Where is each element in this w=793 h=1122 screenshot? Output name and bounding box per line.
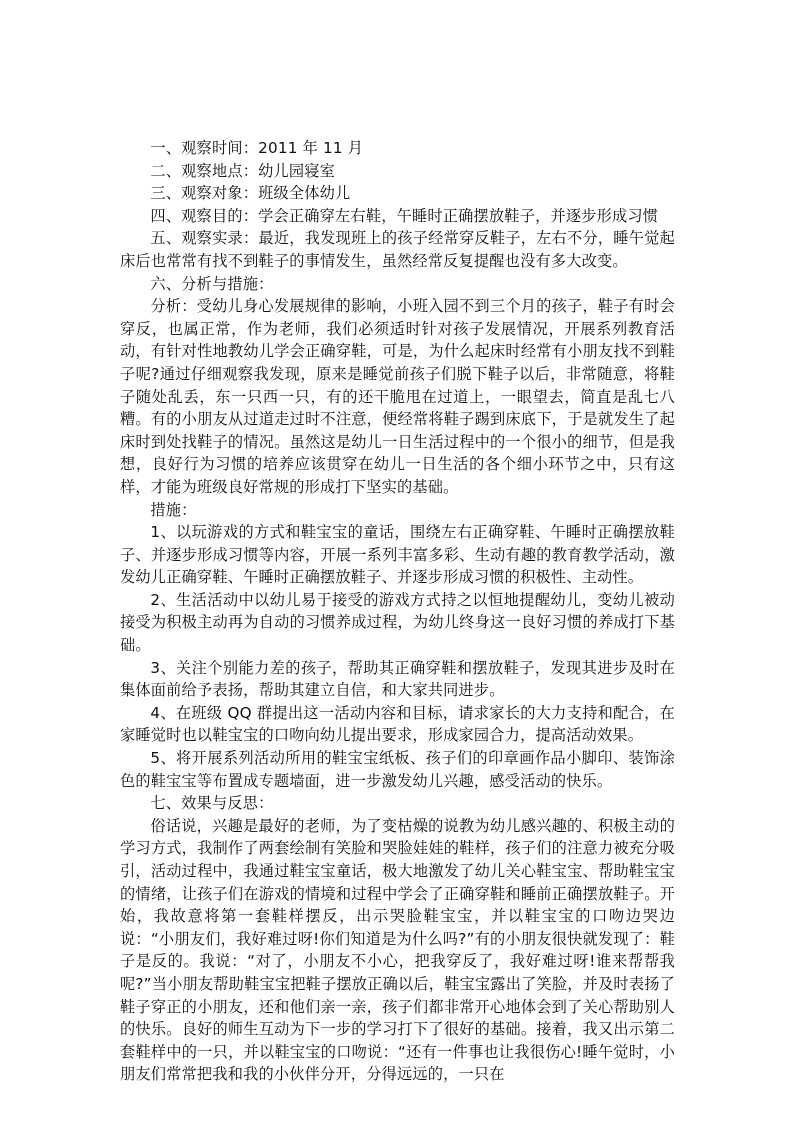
reflection-paragraph: 俗话说，兴趣是最好的老师，为了变枯燥的说教为幼儿感兴趣的、积极主动的学习方式，我制作了两套绘制有笑脸和哭脸娃娃的鞋样，孩子们的注意力被充分吸引，活动过程中，我通过鞋宝宝童话，极大地激发了幼儿关心鞋宝宝、帮助鞋宝宝的情绪，让孩子们在游戏的情境和过程中学会了正确穿鞋和睡前正确摆放鞋子。开始，我故意将第一套鞋样摆反，出示哭脸鞋宝宝，并以鞋宝宝的口吻边哭边说：“小朋友们，我好难过呀!你们知道是为什么吗?”有的小朋友很快就发现了：鞋子是反的。我说：“对了，小朋友不小心，把我穿反了，我好难过呀!谁来帮帮我呢?”当小朋友帮助鞋宝宝把鞋子摆放正确以后，鞋宝宝露出了笑脸，并及时表扬了鞋子穿正的小朋友，还和他们亲一亲，孩子们都非常开心地体会到了关心帮助别人的快乐。良好的师生互动为下一步的学习打下了很好的基础。接着，我又出示第二套鞋样中的一只，并以鞋宝宝的口吻说：“还有一件事也让我很伤心!睡午觉时，小朋友们常常把我和我的小伙伴分开，分得远远的，一只在 bbox=[120, 816, 675, 1084]
document-body bbox=[120, 137, 675, 1086]
observation-purpose: 四、观察目的：学会正确穿左右鞋，午睡时正确摆放鞋子，并逐步形成习惯 bbox=[150, 206, 659, 225]
section-effect-heading: 七、效果与反思： bbox=[150, 794, 274, 813]
measure-item-5: 5、将开展系列活动所用的鞋宝宝纸板、孩子们的印章画作品小脚印、装饰涂色的鞋宝宝等布置成专题墙面，进一步激发幼儿兴趣，感受活动的快乐。 bbox=[120, 749, 675, 790]
measure-item-3: 3、关注个别能力差的孩子，帮助其正确穿鞋和摆放鞋子，发现其进步及时在集体面前给予表扬，帮助其建立自信，和大家共同进步。 bbox=[120, 658, 675, 700]
section-analysis-heading: 六、分析与措施： bbox=[150, 274, 274, 293]
observation-record: 五、观察实录：最近，我发现班上的孩子经常穿反鞋子，左右不分，睡午觉起床后也常常有找不到鞋子的事情发生，虽然经常反复提醒也没有多大改变。 bbox=[120, 229, 675, 270]
observation-time: 一、观察时间：2011 年 11 月 bbox=[150, 139, 364, 157]
observation-location: 二、观察地点：幼儿园寝室 bbox=[150, 161, 336, 180]
measures-heading: 措施： bbox=[150, 500, 197, 519]
observation-subjects: 三、观察对象：班级全体幼儿 bbox=[150, 184, 351, 203]
measure-item-1: 1、以玩游戏的方式和鞋宝宝的童话，围绕左右正确穿鞋、午睡时正确摆放鞋子、并逐步形成习惯等内容，开展一系列丰富多彩、生动有趣的教育教学活动，激发幼儿正确穿鞋、午睡时正确摆放鞋子、并逐步形成习惯的积极性、主动性。 bbox=[120, 523, 675, 587]
analysis-paragraph: 分析：受幼儿身心发展规律的影响，小班入园不到三个月的孩子，鞋子有时会穿反，也属正常，作为老师，我们必须适时针对孩子发展情况，开展系列教育活动，有针对性地教幼儿学会正确穿鞋，可是，为什么起床时经常有小朋友找不到鞋子呢?通过仔细观察我发现，原来是睡觉前孩子们脱下鞋子以后，非常随意，将鞋子随处乱丢，东一只西一只，有的还干脆甩在过道上，一眼望去，简直是乱七八糟。有的小朋友从过道走过时不注意，便经常将鞋子踢到床底下，于是就发生了起床时到处找鞋子的情况。虽然这是幼儿一日生活过程中的一个很小的细节，但是我想，良好行为习惯的培养应该贯穿在幼儿一日生活的各个细小环节之中，只有这样，才能为班级良好常规的形成打下坚实的基础。 bbox=[120, 297, 675, 496]
measure-item-2: 2、生活活动中以幼儿易于接受的游戏方式持之以恒地提醒幼儿，变幼儿被动接受为积极主动再为自动的习惯养成过程，为幼儿终身这一良好习惯的养成打下基础。 bbox=[120, 590, 675, 655]
measure-item-4: 4、在班级 QQ 群提出这一活动内容和目标，请求家长的大力支持和配合，在家睡觉时也以鞋宝宝的口吻向幼儿提出要求，形成家园合力，提高活动效果。 bbox=[120, 703, 675, 745]
